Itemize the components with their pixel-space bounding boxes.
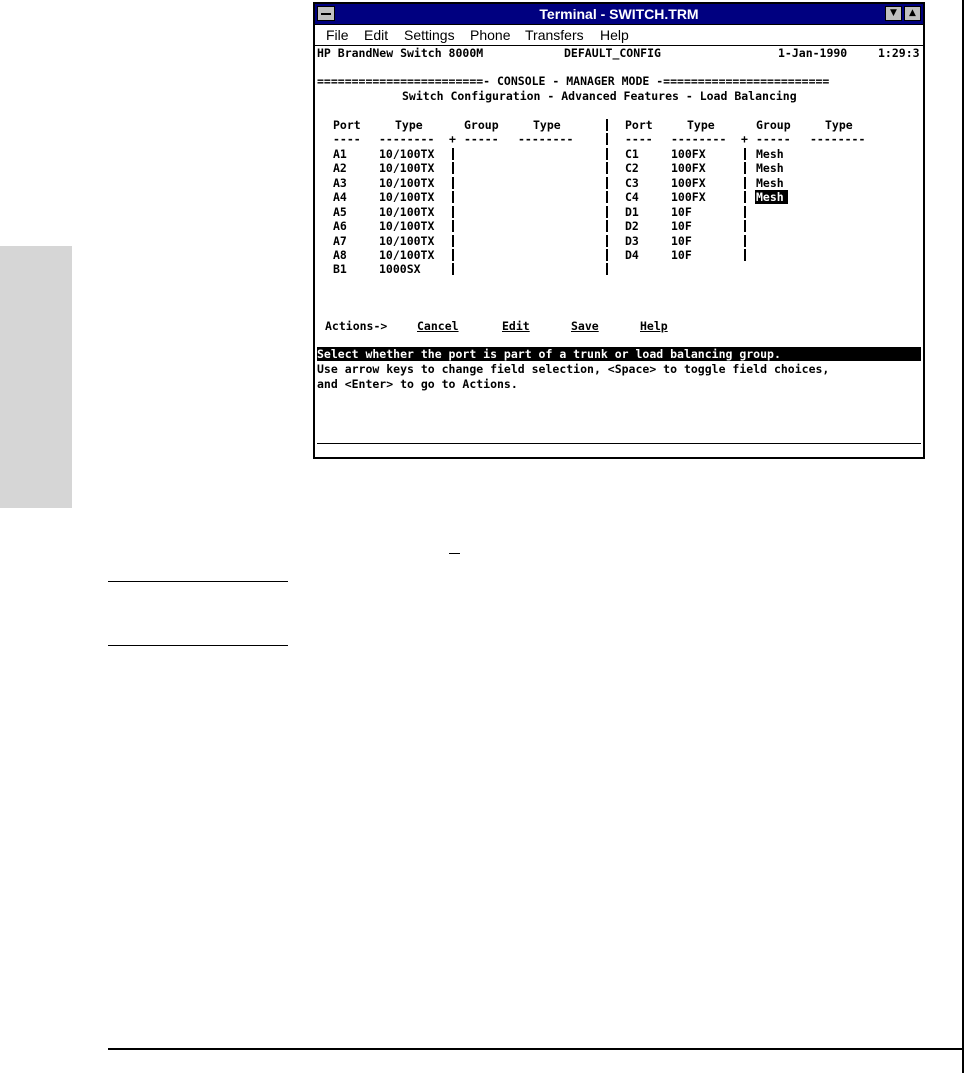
- note-rule-bottom: [108, 645, 288, 646]
- save-action[interactable]: Save: [571, 319, 599, 333]
- terminal-screen[interactable]: [317, 46, 921, 457]
- dash-type2-left: --------: [518, 132, 574, 146]
- left-group-field[interactable]: [452, 249, 454, 261]
- column-divider: [606, 177, 608, 189]
- terminal-window: [313, 2, 925, 459]
- column-divider: [606, 191, 608, 203]
- left-type: 10/100TX: [379, 205, 435, 219]
- col-type-right: Type: [687, 118, 715, 132]
- menu-phone[interactable]: Phone: [470, 27, 511, 43]
- status-message: Select whether the port is part of a trunk or load balancing group.: [317, 347, 781, 361]
- col-port-left: Port: [333, 118, 361, 132]
- left-type: 10/100TX: [379, 147, 435, 161]
- date-text: 1-Jan-1990: [778, 46, 848, 60]
- right-group-bar: [744, 191, 746, 203]
- right-type: 100FX: [671, 176, 706, 190]
- column-divider: [606, 148, 608, 160]
- right-group-bar: [744, 162, 746, 174]
- menu-help[interactable]: Help: [600, 27, 629, 43]
- config-name: DEFAULT_CONFIG: [564, 46, 661, 60]
- column-divider: [606, 119, 608, 131]
- right-port: C1: [625, 147, 639, 161]
- left-type: 10/100TX: [379, 190, 435, 204]
- left-type: 10/100TX: [379, 248, 435, 262]
- left-group-field[interactable]: [452, 263, 454, 275]
- menu-settings[interactable]: Settings: [404, 27, 455, 43]
- right-group-field[interactable]: Mesh: [756, 176, 784, 190]
- right-group-field[interactable]: [744, 235, 746, 247]
- left-port: A8: [333, 248, 347, 262]
- column-divider: [606, 162, 608, 174]
- right-group-bar: [744, 177, 746, 189]
- right-group-field-selected[interactable]: Mesh: [755, 190, 788, 204]
- help-line-1: Use arrow keys to change field selection, <Space> to toggle field choices,: [317, 362, 830, 376]
- right-type: 100FX: [671, 190, 706, 204]
- page-right-rule: [962, 0, 964, 1073]
- left-group-field[interactable]: [452, 148, 454, 160]
- right-type: 100FX: [671, 147, 706, 161]
- col-type2-right: Type: [825, 118, 853, 132]
- right-type: 10F: [671, 248, 692, 262]
- left-group-field[interactable]: [452, 162, 454, 174]
- left-port: A7: [333, 234, 347, 248]
- col-group-right: Group: [756, 118, 791, 132]
- right-group-field[interactable]: [744, 249, 746, 261]
- text-mark: [449, 553, 460, 554]
- column-divider: [606, 235, 608, 247]
- right-group-field[interactable]: Mesh: [756, 161, 784, 175]
- dash-type2-right: --------: [810, 132, 866, 146]
- column-divider: [606, 263, 608, 275]
- left-type: 10/100TX: [379, 161, 435, 175]
- left-port: A5: [333, 205, 347, 219]
- left-type: 10/100TX: [379, 219, 435, 233]
- column-divider: [606, 249, 608, 261]
- right-type: 10F: [671, 205, 692, 219]
- dash-port-left: ----: [333, 132, 361, 146]
- right-port: D4: [625, 248, 639, 262]
- device-name: HP BrandNew Switch 8000M: [317, 46, 484, 60]
- left-group-field[interactable]: [452, 220, 454, 232]
- right-group-bar: [744, 148, 746, 160]
- title-bar: [315, 4, 923, 25]
- menu-file[interactable]: File: [326, 27, 349, 43]
- left-group-field[interactable]: [452, 235, 454, 247]
- menu-bar: [315, 25, 923, 46]
- left-type: 1000SX: [379, 262, 421, 276]
- right-port: C3: [625, 176, 639, 190]
- column-divider: [606, 133, 608, 145]
- dash-port-right: ----: [625, 132, 653, 146]
- right-type: 100FX: [671, 161, 706, 175]
- edit-action[interactable]: Edit: [502, 319, 530, 333]
- window-title: Terminal - SWITCH.TRM: [539, 6, 699, 22]
- left-type: 10/100TX: [379, 234, 435, 248]
- status-bar: [317, 347, 921, 361]
- col-group-left: Group: [464, 118, 499, 132]
- left-port: A6: [333, 219, 347, 233]
- right-port: D1: [625, 205, 639, 219]
- dash-group-right: -----: [756, 132, 791, 146]
- actions-label: Actions->: [325, 319, 388, 333]
- menu-edit[interactable]: Edit: [364, 27, 389, 43]
- page-bottom-rule: [108, 1048, 963, 1050]
- left-port: A2: [333, 161, 347, 175]
- cancel-action[interactable]: Cancel: [417, 319, 459, 333]
- column-divider: [606, 220, 608, 232]
- console-banner: ========================- CONSOLE - MANAGER MODE -========================: [317, 74, 830, 88]
- left-port: A3: [333, 176, 347, 190]
- maximize-button[interactable]: ▲: [904, 6, 921, 21]
- col-type-left: Type: [395, 118, 423, 132]
- dash-type-right: --------: [671, 132, 727, 146]
- col-type2-left: Type: [533, 118, 561, 132]
- col-port-right: Port: [625, 118, 653, 132]
- right-port: C2: [625, 161, 639, 175]
- screen-subtitle: Switch Configuration - Advanced Features - Load Balancing: [402, 89, 797, 103]
- right-group-field[interactable]: [744, 220, 746, 232]
- dash-plus-right: +: [741, 132, 748, 146]
- help-line-2: and <Enter> to go to Actions.: [317, 377, 518, 391]
- help-action[interactable]: Help: [640, 319, 668, 333]
- chapter-side-tab: [0, 246, 72, 508]
- minimize-button[interactable]: ▼: [885, 6, 902, 21]
- column-divider: [606, 206, 608, 218]
- right-group-field[interactable]: Mesh: [756, 147, 784, 161]
- left-port: A4: [333, 190, 347, 204]
- dash-group-left: -----: [464, 132, 499, 146]
- time-text: 1:29:3: [878, 46, 920, 60]
- left-group-field[interactable]: [452, 206, 454, 218]
- dash-plus-left: +: [449, 132, 456, 146]
- menu-transfers[interactable]: Transfers: [525, 27, 584, 43]
- right-port: C4: [625, 190, 639, 204]
- left-group-field[interactable]: [452, 177, 454, 189]
- left-type: 10/100TX: [379, 176, 435, 190]
- terminal-bottom-border: [317, 443, 921, 444]
- left-port: B1: [333, 262, 347, 276]
- right-group-field[interactable]: [744, 206, 746, 218]
- right-type: 10F: [671, 219, 692, 233]
- note-rule-top: [108, 581, 288, 582]
- right-port: D3: [625, 234, 639, 248]
- left-port: A1: [333, 147, 347, 161]
- dash-type-left: --------: [379, 132, 435, 146]
- right-type: 10F: [671, 234, 692, 248]
- right-port: D2: [625, 219, 639, 233]
- left-group-field[interactable]: [452, 191, 454, 203]
